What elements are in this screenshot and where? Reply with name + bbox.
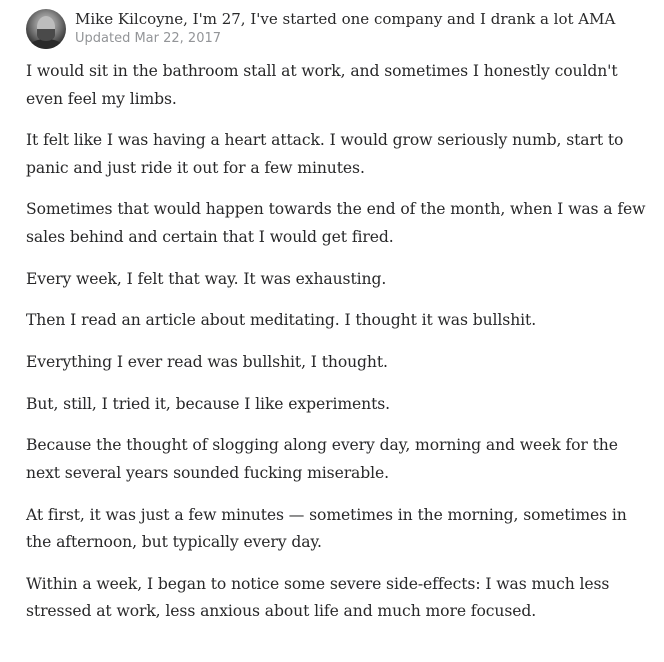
avatar-beard	[37, 29, 55, 41]
author-meta	[75, 9, 615, 49]
answer-paragraph: At first, it was just a few minutes — sometimes in the morning, sometimes in the afternoon, but typically every day.	[26, 505, 627, 551]
answer-paragraph: But, still, I tried it, because I like experiments.	[26, 394, 391, 413]
answer-paragraph: It felt like I was having a heart attack. I would grow seriously numb, start to panic and just ride it out for a few minutes.	[26, 131, 624, 177]
answer-paragraph: Within a week, I began to notice some severe side-effects: I was much less stressed at work, less anxious about life and much more focused.	[26, 574, 610, 621]
author-avatar[interactable]	[26, 9, 66, 49]
answer-paragraph: I would sit in the bathroom stall at work, and sometimes I honestly couldn't even feel my limbs.	[26, 62, 618, 108]
updated-date[interactable]: Updated Mar 22, 2017	[75, 31, 222, 46]
answer-paragraph: Every week, I felt that way. It was exhausting.	[26, 269, 387, 288]
answer-card	[26, 6, 646, 640]
answer-paragraph: Because the thought of slogging along every day, morning and week for the next several years sounded fucking miserable.	[26, 436, 618, 482]
author-name-line[interactable]: Mike Kilcoyne, I'm 27, I've started one company and I drank a lot AMA	[75, 10, 616, 28]
answer-header	[26, 6, 646, 52]
answer-paragraph: Everything I ever read was bullshit, I thought.	[26, 352, 388, 371]
answer-body	[26, 58, 646, 626]
answer-paragraph: Sometimes that would happen towards the end of the month, when I was a few sales behind and certain that I would get fired.	[26, 200, 646, 246]
answer-paragraph: Then I read an article about meditating. I thought it was bullshit.	[26, 311, 537, 330]
